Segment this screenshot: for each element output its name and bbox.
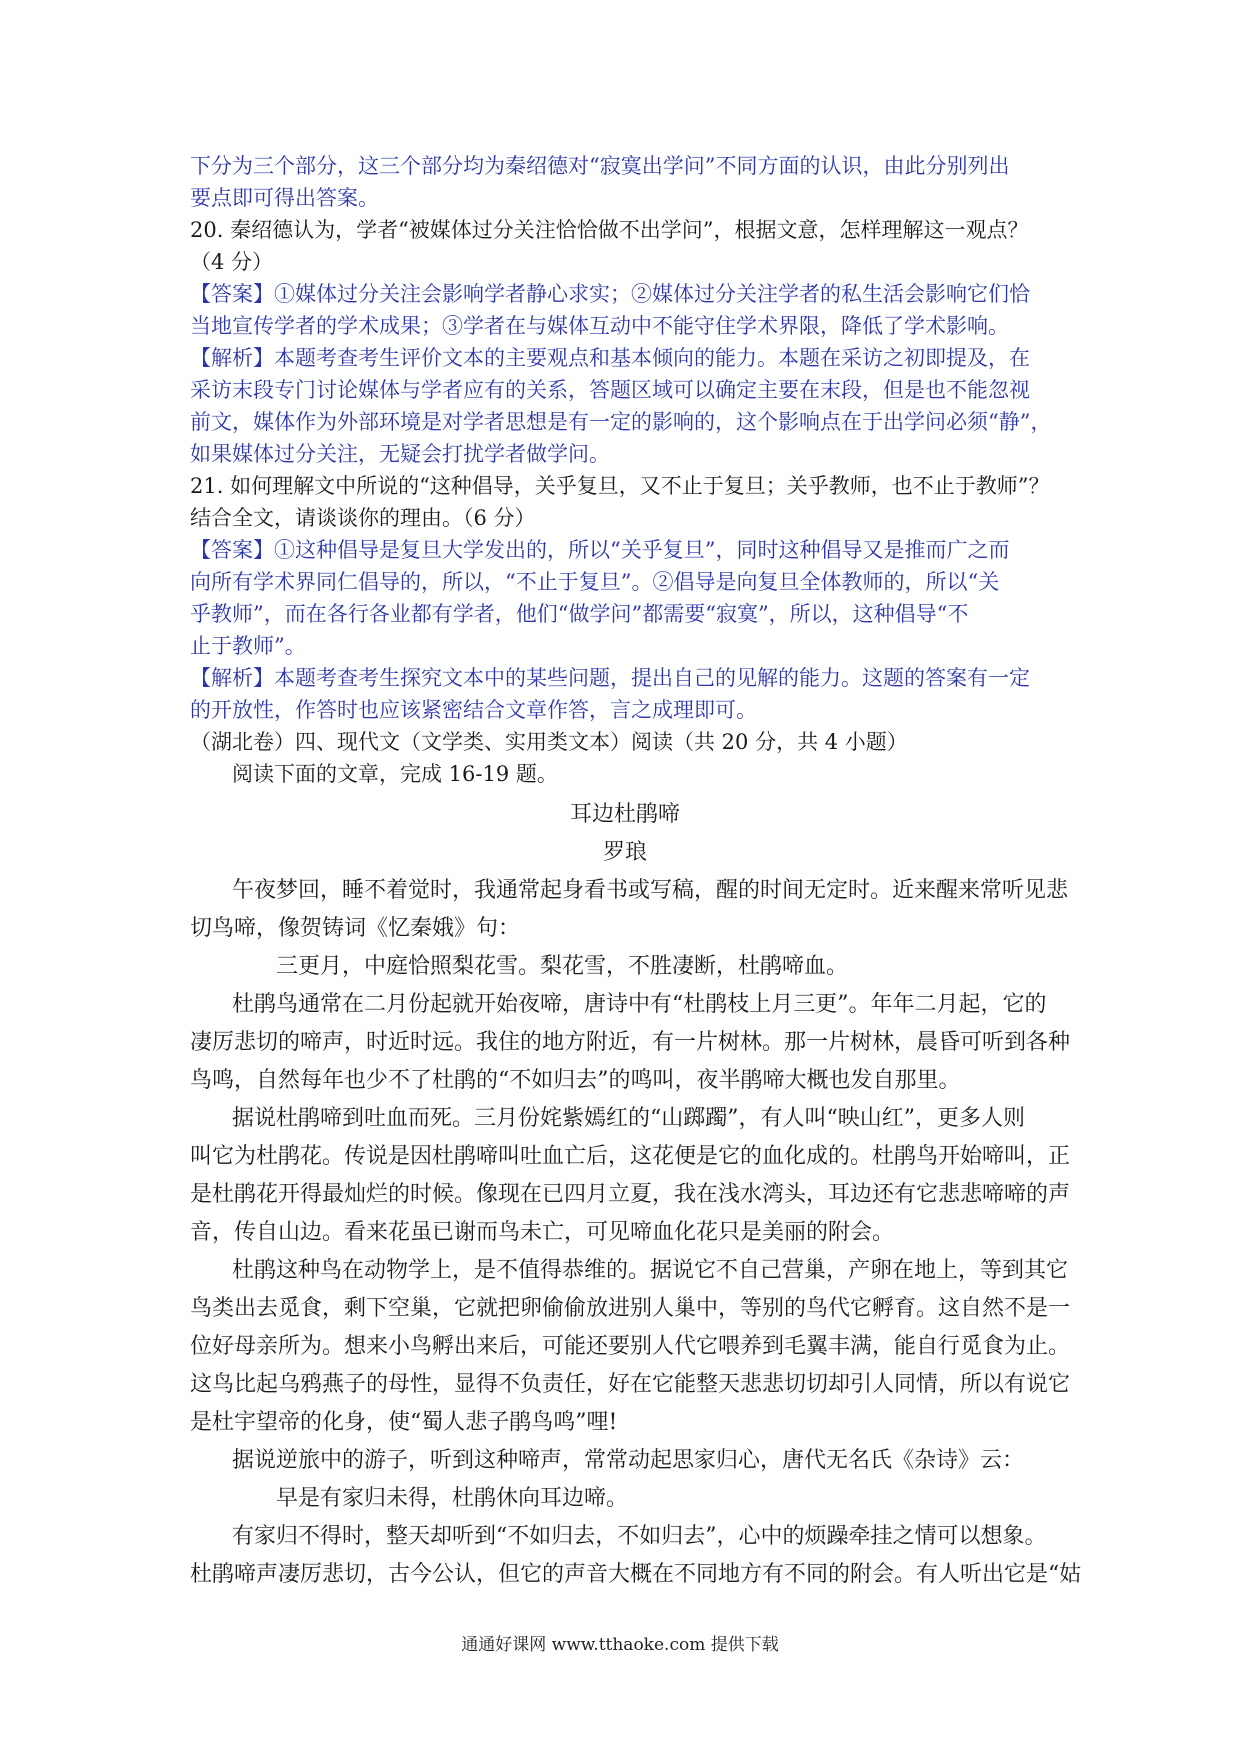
paragraph-line: 是杜宇望帝的化身，使“蜀人悲子鹃鸟鸣”哩! [190, 1410, 618, 1435]
section-instruction: 阅读下面的文章，完成 16-19 题。 [232, 762, 558, 786]
question-text: 结合全文，请谈谈你的理由。（6 分） [190, 506, 536, 530]
paragraph-line: 鸟类出去觅食，剩下空巢，它就把卵偷偷放进别人巢中，等别的鸟代它孵育。这自然不是一 [190, 1296, 1071, 1321]
text-line: 要点即可得出答案。 [190, 186, 379, 210]
question-21 [190, 470, 1060, 726]
paragraph-line: 切鸟啼，像贺铸词《忆秦娥》句： [190, 916, 521, 941]
analysis-text: 采访末段专门讨论媒体与学者应有的关系，答题区域可以确定主要在末段，但是也不能忽视 [190, 378, 1030, 402]
article-author: 罗琅 [602, 840, 647, 865]
analysis-text: 前文，媒体作为外部环境是对学者思想是有一定的影响的，这个影响点在于出学问必须“静”， [190, 410, 1052, 434]
answer-text: 【答案】①媒体过分关注会影响学者静心求实；②媒体过分关注学者的私生活会影响它们恰 [190, 282, 1030, 306]
answer-text: 止于教师”。 [190, 634, 306, 658]
question-20 [190, 214, 1060, 470]
poem-line: 三更月，中庭恰照梨花雪。梨花雪，不胜凄断，杜鹃啼血。 [276, 954, 849, 979]
answer-text: 当地宣传学者的学术成果；③学者在与媒体互动中不能守住学术界限，降低了学术影响。 [190, 314, 1009, 338]
question-text: 21. 如何理解文中所说的“这种倡导，关乎复旦，又不止于复旦；关乎教师，也不止于教师”？ [190, 474, 1050, 498]
paragraph-line: 位好母亲所为。想来小鸟孵出来后，可能还要别人代它喂养到毛翼丰满，能自行觅食为止。 [190, 1334, 1071, 1359]
section-header [190, 726, 1060, 790]
answer-text: 【答案】①这种倡导是复旦大学发出的，所以“关乎复旦”，同时这种倡导又是推而广之而 [190, 538, 1010, 562]
paragraph-line: 据说杜鹃啼到吐血而死。三月份姹紫嫣红的“山踯躅”，有人叫“映山红”，更多人则 [232, 1106, 1025, 1131]
paragraph-line: 是杜鹃花开得最灿烂的时候。像现在已四月立夏，我在浅水湾头，耳边还有它悲悲啼啼的声 [190, 1182, 1071, 1207]
analysis-text: 的开放性，作答时也应该紧密结合文章作答，言之成理即可。 [190, 698, 757, 722]
text-line: 下分为三个部分，这三个部分均为秦绍德对“寂寞出学问”不同方面的认识，由此分别列出 [190, 154, 1010, 178]
paragraph-line: 鸟鸣，自然每年也少不了杜鹃的“不如归去”的鸣叫，夜半鹃啼大概也发自那里。 [190, 1068, 961, 1093]
paragraph-line: 杜鹃鸟通常在二月份起就开始夜啼，唐诗中有“杜鹃枝上月三更”。年年二月起，它的 [232, 992, 1047, 1017]
paragraph-line: 杜鹃啼声凄厉悲切，古今公认，但它的声音大概在不同地方有不同的附会。有人听出它是“姑 [190, 1562, 1082, 1587]
paragraph-line: 杜鹃这种鸟在动物学上，是不值得恭维的。据说它不自己营巢，产卵在地上，等到其它 [232, 1258, 1069, 1283]
paragraph-line: 叫它为杜鹃花。传说是因杜鹃啼叫吐血亡后，这花便是它的血化成的。杜鹃鸟开始啼叫，正 [190, 1144, 1071, 1169]
analysis-text: 【解析】本题考查考生评价文本的主要观点和基本倾向的能力。本题在采访之初即提及，在 [190, 346, 1030, 370]
answer-text: 乎教师”，而在各行各业都有学者，他们“做学问”都需要“寂寞”，所以，这种倡导“不 [190, 602, 969, 626]
article [190, 796, 1082, 1594]
paragraph-line: 音，传自山边。看来花虽已谢而鸟未亡，可见啼血化花只是美丽的附会。 [190, 1220, 895, 1245]
paragraph-line: 午夜梦回，睡不着觉时，我通常起身看书或写稿，醒的时间无定时。近来醒来常听见悲 [232, 878, 1069, 903]
analysis-text: 如果媒体过分关注，无疑会打扰学者做学问。 [190, 442, 610, 466]
analysis-text: 【解析】本题考查考生探究文本中的某些问题，提出自己的见解的能力。这题的答案有一定 [190, 666, 1030, 690]
poem-line: 早是有家归未得，杜鹃休向耳边啼。 [276, 1486, 629, 1511]
question-text: （4 分） [190, 250, 274, 274]
analysis-continuation [190, 150, 1060, 214]
paragraph-line: 有家归不得时，整天却听到“不如归去，不如归去”，心中的烦躁牵挂之情可以想象。 [232, 1524, 1047, 1549]
question-text: 20. 秦绍德认为，学者“被媒体过分关注恰恰做不出学问”，根据文意，怎样理解这一观点？ [190, 218, 1029, 242]
paragraph-line: 这鸟比起乌鸦燕子的母性，显得不负责任，好在它能整天悲悲切切却引人同情，所以有说它 [190, 1372, 1071, 1397]
answer-text: 向所有学术界同仁倡导的，所以，“不止于复旦”。②倡导是向复旦全体教师的，所以“关 [190, 570, 1000, 594]
paragraph-line: 据说逆旅中的游子，听到这种啼声，常常动起思家归心，唐代无名氏《杂诗》云： [232, 1448, 1025, 1473]
page-footer: 通通好课网 www.tthaoke.com 提供下载 [461, 1635, 779, 1655]
paragraph-line: 凄厉悲切的啼声，时近时远。我住的地方附近，有一片树林。那一片树林，晨昏可听到各种 [190, 1030, 1071, 1055]
section-title: （湖北卷）四、现代文（文学类、实用类文本）阅读（共 20 分，共 4 小题） [190, 730, 908, 754]
article-title: 耳边杜鹃啼 [569, 802, 680, 827]
